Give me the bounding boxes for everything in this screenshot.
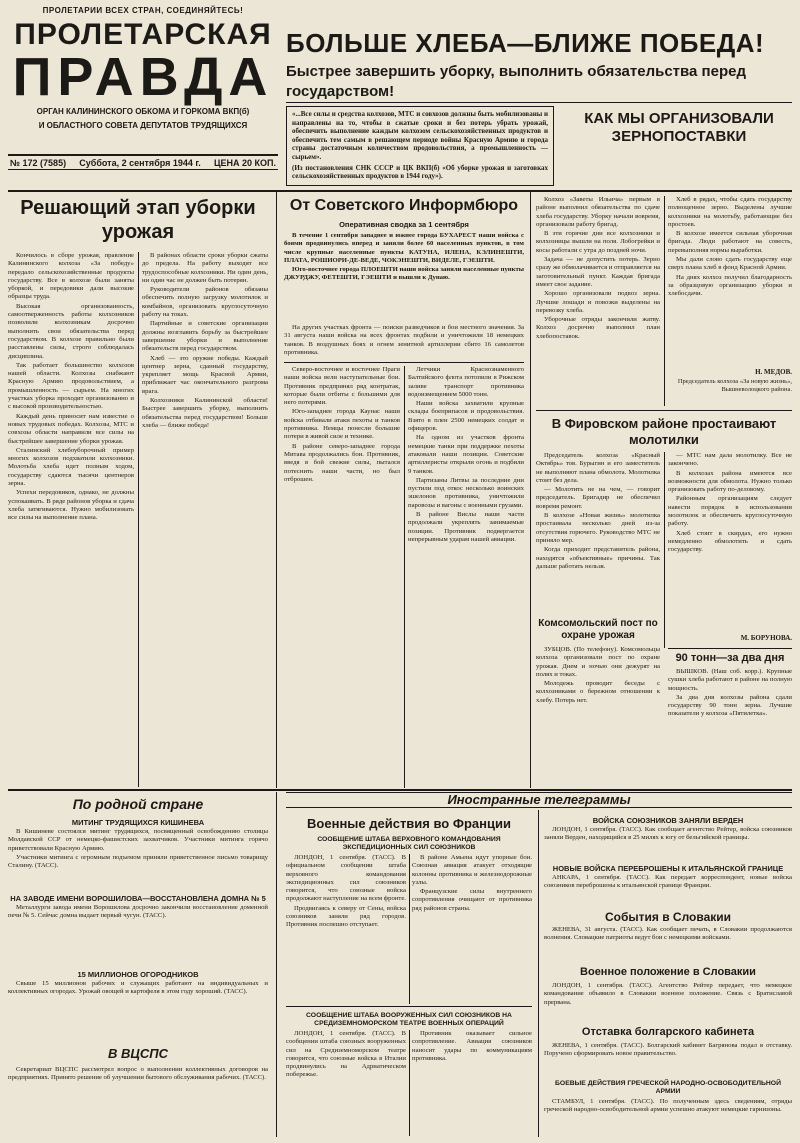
homeland-sub-vtssps: В ВЦСПС bbox=[108, 1046, 168, 1061]
paragraph: В районе северо-западнее города Митава продолжались бои. Противник, введя в бой свежие силы, пытался потеснить наши части, но был отброшен. bbox=[284, 442, 400, 483]
paragraph: Секретариат ВЦСПС рассмотрел вопрос о выполнении коллективных договоров на предприятиях. Принято решение об улучшении бытового обслуживания рабочих. (ТАСС). bbox=[8, 1066, 268, 1082]
paragraph: Партизаны Литвы за последние дни пустили под откос несколько воинских эшелонов противника, уничтожили паровозы и вагоны с военными грузами. bbox=[408, 476, 524, 509]
divider bbox=[409, 1030, 410, 1136]
grain-article-column-1 bbox=[536, 196, 660, 406]
paragraph: Наши войска захватили крупные склады боеприпасов и продовольствия. Взято в плен 2500 немецких солдат и офицеров. bbox=[408, 400, 524, 433]
divider bbox=[536, 410, 792, 411]
paragraph: Успехи передовиков, однако, не должны успокаивать. В ряде районов уборка и сдача хлеба затягиваются. Нужно мобилизовать все силы на выполнение плана. bbox=[8, 489, 134, 522]
sovinform-headline: От Советского Информбюро bbox=[289, 197, 519, 214]
paragraph: Уборочные отряды закончили жатву. Колхоз досрочно выполнил план хлебопоставок. bbox=[536, 316, 660, 340]
divider bbox=[286, 1006, 532, 1007]
komsomol-column bbox=[536, 646, 660, 788]
masthead-organ-line2: И ОБЛАСТНОГО СОВЕТА ДЕПУТАТОВ ТРУДЯЩИХСЯ bbox=[38, 121, 248, 130]
divider bbox=[286, 102, 792, 103]
firov-column-2 bbox=[668, 452, 792, 632]
sovinform-other-fronts bbox=[284, 324, 524, 360]
verdun-text bbox=[544, 826, 792, 860]
war-mediterranean-column-2 bbox=[412, 1030, 532, 1136]
decree-quote-text: «...Все силы и средства колхозов, МТС и совхозов должны быть мобилизованы и направлены на то, чтобы в сжатые сроки и без потерь убрать урожай, обеспечить выполнение каждым колхозом сельскохозяйственных продуктов и обеспечить тем самым в решающем периоде войны Красную Армию и города страны достаточным количеством продовольствия, а промышленность — сырьем». bbox=[292, 110, 548, 161]
paragraph: На одном из участков фронта немецкие танки при поддержке пехоты атаковали наши позиции. Советские артиллеристы открыли огонь и подбили 9 танков. bbox=[408, 434, 524, 475]
bulgaria-text bbox=[544, 1042, 792, 1076]
italy-border-text bbox=[544, 874, 792, 908]
paragraph: Продвигаясь к северу от Сены, войска союзников заняли ряд городов. Противник поспешно отступает. bbox=[286, 904, 406, 929]
war-france-column-1 bbox=[286, 854, 406, 1004]
paragraph: Летчики Краснознаменного Балтийского флота потопили в Рижском заливе транспорт противника водоизмещением 5000 тонн. bbox=[408, 366, 524, 398]
paragraph: В колхозах района имеются все возможности для обмолота. Нужно только организовать работу по-деловому. bbox=[668, 469, 792, 494]
paragraph: В районе Амьена идут упорные бои. Союзная авиация атакует отходящие колонны противника и железнодорожные узлы. bbox=[412, 854, 532, 886]
divider bbox=[276, 192, 277, 788]
slovakia-martial-headline: Военное положение в Словакии bbox=[580, 966, 756, 978]
homeland-sub-gardeners: 15 МИЛЛИОНОВ ОГОРОДНИКОВ bbox=[77, 970, 199, 979]
ninety-tons-column bbox=[668, 668, 792, 788]
paragraph: Французские силы внутреннего сопротивления очищают от противника ряд районов страны. bbox=[412, 888, 532, 912]
paragraph: Юго-западнее города Каунас наши войска отбивали атаки пехоты и танков противника. Немцы понесли большие потери в живой силе и технике. bbox=[284, 408, 400, 441]
paragraph: Колхозники Калининской области! Быстрее завершить уборку, выполнить обязательства перед государством! Больше хлеба — ближе победа! bbox=[142, 397, 268, 429]
homeland-kishinev-text bbox=[8, 828, 268, 888]
paragraph: Когда приходит представитель района, находятся «объективные» причины. Так дальше работать нельзя. bbox=[536, 546, 660, 570]
banner-subhead: Быстрее завершить уборку, выполнить обязательства перед государством! bbox=[286, 63, 746, 100]
banner bbox=[286, 28, 792, 102]
issue-line bbox=[8, 154, 278, 170]
paragraph: Хлеб в рядах, чтобы сдать государству полноценное зерно. Выделены лучшие колхозники на молотьбу, работающие без простоев. bbox=[668, 196, 792, 228]
divider bbox=[664, 196, 665, 406]
paragraph: Руководители районов обязаны обеспечить полную загрузку молотилок и комбайнов, организовать круглосуточную работу на токах. bbox=[142, 286, 268, 319]
slovakia-events-headline: События в Словакии bbox=[604, 910, 732, 924]
divider bbox=[530, 192, 531, 788]
paragraph: ЗУБЦОВ. (По телефону). Комсомольцы колхоза организовали пост по охране урожая. Днем и ночью они дежурят на полях и токах. bbox=[536, 646, 660, 678]
paragraph: ВЫШКОВ. (Наш соб. корр.). Крупные сушки хлеба работают в районе на полную мощность. bbox=[668, 668, 792, 692]
homeland-sub-kishinev: МИТИНГ ТРУДЯЩИХСЯ КИШИНЕВА bbox=[71, 818, 205, 827]
paragraph: ЛОНДОН, 1 сентября. (ТАСС). В официальном сообщении штаба верховного командования экспедиционных сил союзников говорится, что союзные войска продолжают наступление на всем фронте. bbox=[286, 854, 406, 903]
masthead-slogan: ПРОЛЕТАРИИ ВСЕХ СТРАН, СОЕДИНЯЙТЕСЬ! bbox=[42, 6, 244, 15]
paragraph: ЛОНДОН, 1 сентября. (ТАСС). В сообщении штаба союзных вооруженных сил на Средиземноморском театре говорится, что союзные войска в Италии продвинулись на Адриатическом побережье. bbox=[286, 1030, 406, 1079]
paragraph: В районе Вислы наши части продолжали укреплять занимаемые позиции. Противник подвергается непрерывным ударам нашей авиации. bbox=[408, 511, 524, 543]
paragraph: Хлеб стоит в скирдах, его нужно немедленно обмолотить и сдать государству. bbox=[668, 529, 792, 554]
homeland-sub-voroshilov: НА ЗАВОДЕ ИМЕНИ ВОРОШИЛОВА—ВОССТАНОВЛЕНА ДОМНА № 5 bbox=[10, 894, 266, 903]
sovinform-subhead: Оперативная сводка за 1 сентября bbox=[339, 220, 469, 229]
masthead-organ-line1: ОРГАН КАЛИНИНСКОГО ОБКОМА И ГОРКОМА ВКП(б) bbox=[36, 107, 250, 116]
foreign-telegrams-band: Иностранные телеграммы bbox=[286, 792, 792, 808]
paragraph: Хлеб — это оружие победы. Каждый центнер зерна, сданный государству, укрепляет мощь Красной Армии, приближает час окончательного разгрома врага. bbox=[142, 354, 268, 395]
paragraph: Партийные и советские организации должны возглавить борьбу за быстрейшее завершение уборки и выполнение обязательств перед государством. bbox=[142, 320, 268, 353]
divider bbox=[8, 190, 792, 192]
editorial-column-2 bbox=[142, 252, 268, 787]
paragraph: Районным организациям следует навести порядок в использовании молотилок и обеспечить круглосуточную работу. bbox=[668, 495, 792, 528]
paragraph: Свыше 15 миллионов рабочих и служащих работают на индивидуальных и коллективных огородах. Урожай овощей и картофеля в этом году хороший. (ТАСС). bbox=[8, 980, 268, 996]
homeland-section-title: По родной стране bbox=[72, 796, 204, 812]
war-france-headline: Военные действия во Франции bbox=[307, 816, 511, 831]
divider bbox=[138, 252, 139, 787]
article-headline-grain-deliveries: КАК МЫ ОРГАНИЗОВАЛИ ЗЕРНОПОСТАВКИ bbox=[584, 110, 774, 145]
paragraph: — МТС нам дала молотилку. Все не закончено. bbox=[668, 452, 792, 468]
komsomol-headline: Комсомольский пост по охране урожая bbox=[538, 618, 658, 641]
slovakia-events-text bbox=[544, 926, 792, 962]
sovinform-column-a bbox=[284, 366, 400, 788]
firov-author: М. БОРУНОВА. bbox=[740, 634, 792, 642]
paragraph: Кончилось в сборе урожая, правление Калининского колхоза «За победу» передало сельскохозяйственные продукты государству. Все в колхозе были заняты уборкой, и передовики дали высокие образцы труда. bbox=[8, 252, 134, 301]
paragraph: Металлурги завода имени Ворошилова досрочно закончили восстановление доменной печи № 5. Сейчас домна выдает первый чугун. (ТАСС). bbox=[8, 904, 268, 920]
paragraph: Каждый день приносит нам известие о новых трудовых победах. Колхозы, МТС и совхозы области направили все силы на быстрейшее завершение уборки урожая. bbox=[8, 412, 134, 445]
paragraph: ЛОНДОН, 1 сентября. (ТАСС). Как сообщает агентство Рейтер, войска союзников заняли Верден, находящийся в 25 милях к югу от бельгийской границы. bbox=[544, 826, 792, 842]
paragraph: На других участках фронта — поиски разведчиков и бои местного значения. За 31 августа наши войска на всех фронтах подбили и уничтожили 18 немецких танков. В воздушных боях и огнем зенитной артиллерии сбито 16 самолетов противника. bbox=[284, 324, 524, 356]
grain-article-column-2 bbox=[668, 196, 792, 366]
sovinform-column-b bbox=[408, 366, 524, 788]
divider bbox=[404, 366, 405, 788]
paragraph: Молодежь проводит беседы с колхозниками о бережном отношении к хлебу. Потерь нет. bbox=[536, 680, 660, 704]
verdun-headline: ВОЙСКА СОЮЗНИКОВ ЗАНЯЛИ ВЕРДЕН bbox=[592, 816, 744, 825]
editorial-column-1 bbox=[8, 252, 134, 787]
editorial-headline: Решающий этап уборки урожая bbox=[20, 197, 256, 243]
homeland-gardeners-text bbox=[8, 980, 268, 1040]
banner-headline: БОЛЬШЕ ХЛЕБА—БЛИЖЕ ПОБЕДА! bbox=[286, 28, 765, 58]
issue-number: № 172 (7585) bbox=[10, 157, 67, 168]
paragraph: В эти горячие дни все колхозники и колхозницы вышли на поля. Лобогрейки и косы работали с утра до поздней ночи. bbox=[536, 230, 660, 254]
paragraph: В районах области сроки уборки сжаты до предела. На работу выходят все трудоспособные колхозники. Ни один день, ни один час не должен быть потерян. bbox=[142, 252, 268, 284]
divider bbox=[8, 789, 792, 791]
paragraph: ЛОНДОН, 1 сентября. (ТАСС). Агентство Рейтер передает, что немецкое командование объявило в Словакии военное положение. Связь с Братиславой прервана. bbox=[544, 982, 792, 1006]
firov-headline: В Фировском районе простаивают молотилки bbox=[551, 416, 777, 447]
masthead-title-line2: ПРАВДА bbox=[12, 47, 274, 107]
paragraph: Юго-восточнее города ПЛОЕШТИ наши войска заняли населенные пункты ДЖУРДЖУ, ФЕТЕШТИ, ГЭЕШТИ и вышли к Дунаю. bbox=[284, 266, 524, 282]
bulgaria-headline: Отставка болгарского кабинета bbox=[581, 1026, 755, 1038]
paragraph: ЖЕНЕВА, 31 августа. (ТАСС). Как сообщает печать, в Словакии продолжаются волнения. Словацкие патриоты ведут бои с немецкими войсками. bbox=[544, 926, 792, 942]
grain-article-author-role: Председатель колхоза «За новую жизнь», Вышневолоцкого района. bbox=[677, 378, 792, 394]
ninety-tons-headline: 90 тонн—за два дня bbox=[675, 652, 785, 664]
italy-border-headline: НОВЫЕ ВОЙСКА ПЕРЕБРОШЕНЫ К ИТАЛЬЯНСКОЙ ГРАНИЦЕ bbox=[552, 864, 784, 873]
paragraph: Сталинский хлебоуборочный пример многих колхозов подхватили колхозники. Молотьба хлеба идет полным ходом, государству сдаются тысячи центнеров зерна. bbox=[8, 446, 134, 488]
firov-column-1 bbox=[536, 452, 660, 612]
newspaper-page bbox=[8, 6, 792, 1137]
issue-price: ЦЕНА 20 КОП. bbox=[213, 157, 276, 168]
paragraph: — Молотить не на чем, — говорит председатель. Бригадир не обеспечил вовремя ремонт. bbox=[536, 486, 660, 510]
divider bbox=[538, 810, 539, 1137]
paragraph: Председатель колхоза «Красный Октябрь» тов. Бурыгин и его заместитель не выполняют плана обмолота. Молотилка стоит без дела. bbox=[536, 452, 660, 484]
war-france-column-2 bbox=[412, 854, 532, 1004]
paragraph: Северо-восточнее и восточнее Праги наши войска вели наступательные бои. Противник предпринял ряд контратак, которые были отбиты с большими для него потерями. bbox=[284, 366, 400, 407]
paragraph: В колхозе «Новая жизнь» молотилка простаивала несколько дней из-за отсутствия горючего. Руководство МТС не приняло мер. bbox=[536, 512, 660, 544]
paragraph: ЖЕНЕВА, 1 сентября. (ТАСС). Болгарский кабинет Багрянова подал в отставку. Поручено сформировать новое правительство. bbox=[544, 1042, 792, 1058]
paragraph: Мы дали слово сдать государству еще сверх плана хлеб в фонд Красной Армии. bbox=[668, 256, 792, 272]
divider bbox=[276, 792, 277, 1137]
paragraph: На днях колхоз получил благодарность за образцовую организацию уборки и хлебосдачи. bbox=[668, 273, 792, 298]
sovinform-lead bbox=[284, 232, 524, 322]
paragraph: Задача — не допустить потерь. Зерно сразу же обмолачивается и отправляется на заготовительный пункт. Каждая бригада имеет свое задание. bbox=[536, 256, 660, 288]
greece-headline: БОЕВЫЕ ДЕЙСТВИЯ ГРЕЧЕСКОЙ НАРОДНО-ОСВОБОДИТЕЛЬНОЙ АРМИИ bbox=[555, 1080, 781, 1095]
divider bbox=[284, 362, 524, 363]
issue-date: Суббота, 2 сентября 1944 г. bbox=[79, 157, 201, 168]
slovakia-martial-text bbox=[544, 982, 792, 1022]
divider bbox=[668, 648, 792, 649]
paragraph: АНКАРА, 1 сентября. (ТАСС). Как передает корреспондент, новые войска союзников переброшены к итальянской границе Франции. bbox=[544, 874, 792, 890]
paragraph: Колхоз «Заветы Ильича» первым в районе выполнил обязательства по сдаче хлеба государству. Уборку начали вовремя, организовали работу бригад. bbox=[536, 196, 660, 228]
paragraph: Так работает большинство колхозов нашей области. Колхозы снабжают Красную Армию продовольствием, а промышленность — сырьем. На многих участках уборка проходит организованно и с высокой производительностью. bbox=[8, 361, 134, 411]
paragraph: За два дня колхозы района сдали государству 90 тонн зерна. Лучшие показатели у колхоза «Пятилетка». bbox=[668, 693, 792, 718]
paragraph: В колхозе имеется сильная уборочная бригада. Люди работают на совесть, перевыполняя нормы выработки. bbox=[668, 230, 792, 254]
paragraph: Участники митинга с огромным подъемом приняли приветственное письмо товарищу Сталину. (ТАСС). bbox=[8, 853, 268, 870]
homeland-vtssps-text bbox=[8, 1066, 268, 1136]
masthead bbox=[8, 6, 278, 146]
war-mediterranean-column-1 bbox=[286, 1030, 406, 1136]
paragraph: Противник оказывает сильное сопротивление. Авиация союзников наносит удары по коммуникациям противника. bbox=[412, 1030, 532, 1062]
grain-article-author: Н. МЕДОВ. bbox=[755, 368, 792, 376]
divider bbox=[664, 452, 665, 648]
masthead-title-line1: ПРОЛЕТАРСКАЯ bbox=[14, 18, 272, 51]
homeland-voroshilov-text bbox=[8, 904, 268, 964]
greece-text bbox=[544, 1098, 792, 1136]
divider bbox=[409, 854, 410, 1004]
war-france-sub: СООБЩЕНИЕ ШТАБА ВЕРХОВНОГО КОМАНДОВАНИЯ ЭКСПЕДИЦИОННЫХ СИЛ СОЮЗНИКОВ bbox=[317, 836, 501, 851]
war-mediterranean-sub: СООБЩЕНИЕ ШТАБА ВООРУЖЕННЫХ СИЛ СОЮЗНИКОВ НА СРЕДИЗЕМНОМОРСКОМ ТЕАТРЕ ВОЕННЫХ ОПЕРАЦИЙ bbox=[306, 1012, 512, 1027]
decree-quote-source: (Из постановления СНК СССР и ЦК ВКП(б) «Об уборке урожая и заготовках сельскохозяйственных продуктов в 1944 году»). bbox=[292, 163, 548, 181]
paragraph: Хорошо организовали подвоз зерна. Лучшие лошади и повозки выделены на перевозку хлеба. bbox=[536, 290, 660, 314]
paragraph: СТАМБУЛ, 1 сентября. (ТАСС). По полученным здесь сведениям, отряды греческой народно-освободительной армии успешно атакуют немецкие гарнизоны. bbox=[544, 1098, 792, 1114]
paragraph: В течение 1 сентября западнее и южнее города БУХАРЕСТ наши войска с боями продвинулись вперед и заняли более 60 населенных пунктов, в том числе крупные населенные пункты КАТУНА, ИЛЕНА, КЭЛИНЕШТИ, ПЛАТА, РОШИОРИ-ДЕ-ВЕДЕ, ЧОКЭНЕШТИ, ВИДЕЛЕ, ГЭЕШТИ. bbox=[284, 232, 524, 264]
decree-quote bbox=[286, 106, 554, 186]
paragraph: В Кишиневе состоялся митинг трудящихся, посвященный освобождению столицы Молдавской ССР от немецко-фашистских захватчиков. Участники митинга горячо приветствовали Красную Армию. bbox=[8, 828, 268, 852]
paragraph: Высокая организованность, самоотверженность работы колхозников позволили колхозникам досрочно выполнить свои обязательства перед государством. В колхозе правильно были расставлены силы, строго соблюдалась дисциплина. bbox=[8, 302, 134, 360]
